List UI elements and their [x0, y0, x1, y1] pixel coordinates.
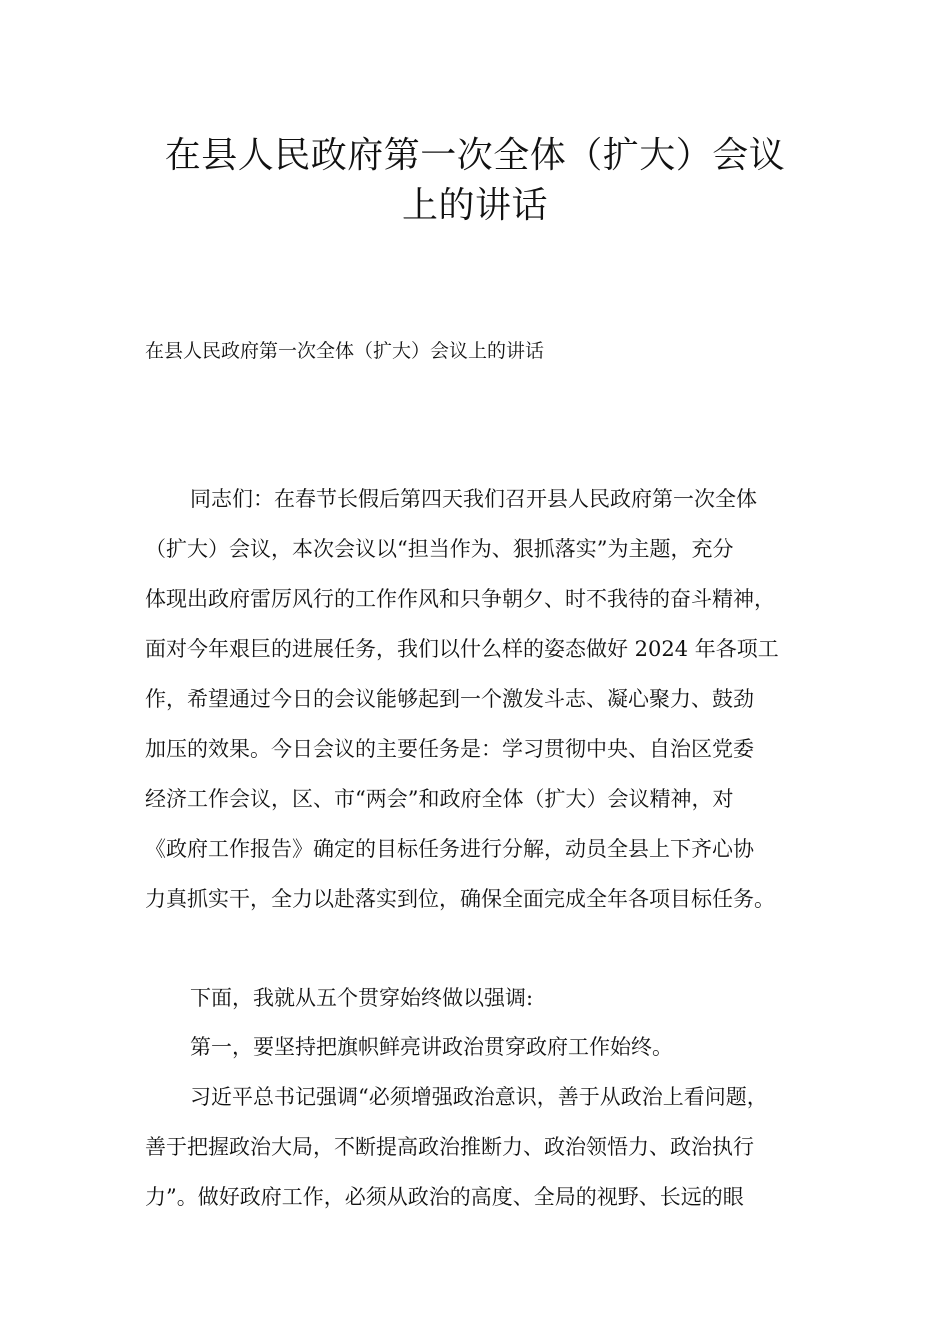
paragraph-line: 下面，我就从五个贯穿始终做以强调: [190, 986, 534, 1010]
paragraph-line: 力”。做好政府工作，必须从政治的高度、全局的视野、长远的眼 [145, 1185, 744, 1209]
paragraph-line: 作，希望通过今日的会议能够起到一个激发斗志、凝心聚力、鼓劲 [145, 687, 754, 711]
paragraph-line: 第一，要坚持把旗帜鲜亮讲政治贯穿政府工作始终。 [190, 1035, 673, 1059]
paragraph-line: 《政府工作报告》确定的目标任务进行分解，动员全县上下齐心协 [145, 837, 754, 861]
paragraph-line: 体现出政府雷厉风行的工作作风和只争朝夕、时不我待的奋斗精神， [145, 587, 775, 611]
document-title-line-2: 上的讲话 [401, 185, 548, 226]
paragraph-line: （扩大）会议，本次会议以“担当作为、狠抓落实”为主题，充分 [145, 537, 734, 561]
paragraph-line: 善于把握政治大局，不断提高政治推断力、政治领悟力、政治执行 [145, 1135, 754, 1159]
paragraph-line: 加压的效果。今日会议的主要任务是：学习贯彻中央、自治区党委 [145, 737, 754, 761]
paragraph-line: 经济工作会议，区、市“两会”和政府全体（扩大）会议精神，对 [145, 787, 734, 811]
paragraph-line: 面对今年艰巨的进展任务，我们以什么样的姿态做好 2024 年各项工 [145, 637, 779, 661]
paragraph-line: 同志们：在春节长假后第四天我们召开县人民政府第一次全体 [190, 487, 757, 511]
paragraph-line: 习近平总书记强调“必须增强政治意识，善于从政治上看问题， [190, 1085, 768, 1109]
document-title-line-1: 在县人民政府第一次全体（扩大）会议 [164, 135, 786, 176]
document-subtitle: 在县人民政府第一次全体（扩大）会议上的讲话 [145, 340, 545, 362]
paragraph-line: 力真抓实干，全力以赴落实到位，确保全面完成全年各项目标任务。 [145, 887, 775, 911]
